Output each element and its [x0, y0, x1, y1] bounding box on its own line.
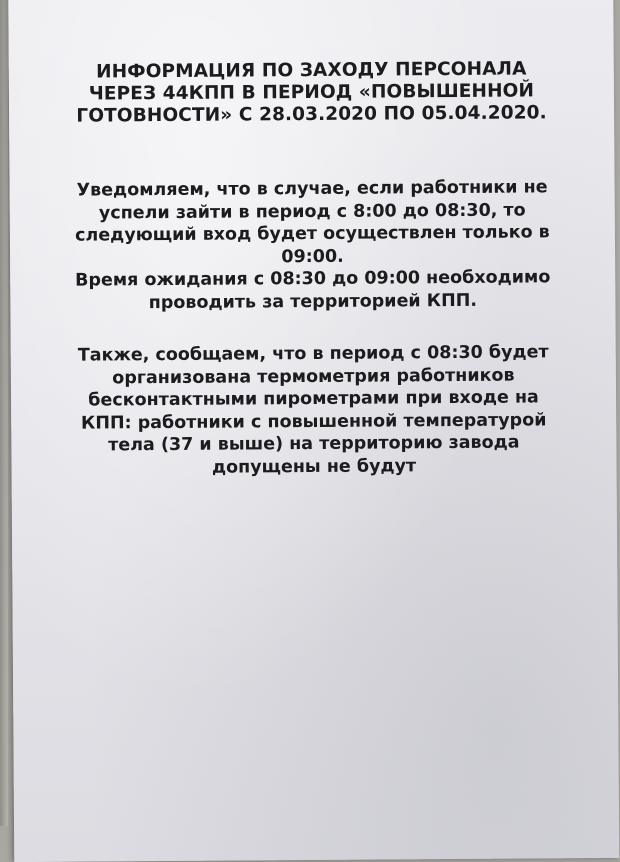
paper-sheet — [8, 0, 619, 862]
paragraph-line: Также, сообщаем, что в период с 08:30 будет — [77, 342, 549, 366]
notice-paragraph-entry-times — [10, 176, 616, 315]
paragraph-line: организована термометрия работников — [112, 365, 515, 388]
paragraph-line: тела (37 и выше) на территорию завода — [108, 432, 520, 456]
paragraph-line: следующий вход будет осуществлен только в — [75, 222, 550, 246]
paragraph-line: проводить за территорией КПП. — [148, 290, 478, 313]
paragraph-line: Уведомляем, что в случае, если работники не — [76, 177, 548, 201]
paragraph-line: Время ожидания с 08:30 до 09:00 необходимо — [75, 267, 551, 291]
paragraph-line: КПП: работники с повышенной температурой — [80, 409, 547, 434]
title-line: ИНФОРМАЦИЯ ПО ЗАХОДУ ПЕРСОНАЛА — [96, 58, 527, 83]
title-line: ГОТОВНОСТИ» С 28.03.2020 ПО 05.04.2020. — [76, 102, 547, 127]
paragraph-line: 09:00. — [281, 246, 344, 267]
paragraph-line: бесконтактными пирометрами при входе на — [88, 387, 539, 411]
paragraph-line: допущены не будут — [211, 455, 417, 478]
background-surface — [0, 0, 8, 826]
notice-paragraph-thermometry — [11, 341, 617, 480]
title-line: ЧЕРЕЗ 44КПП В ПЕРИОД «ПОВЫШЕННОЙ — [88, 80, 535, 105]
notice-title — [9, 58, 614, 128]
paragraph-line: успели зайти в период с 8:00 до 08:30, то — [98, 200, 526, 223]
